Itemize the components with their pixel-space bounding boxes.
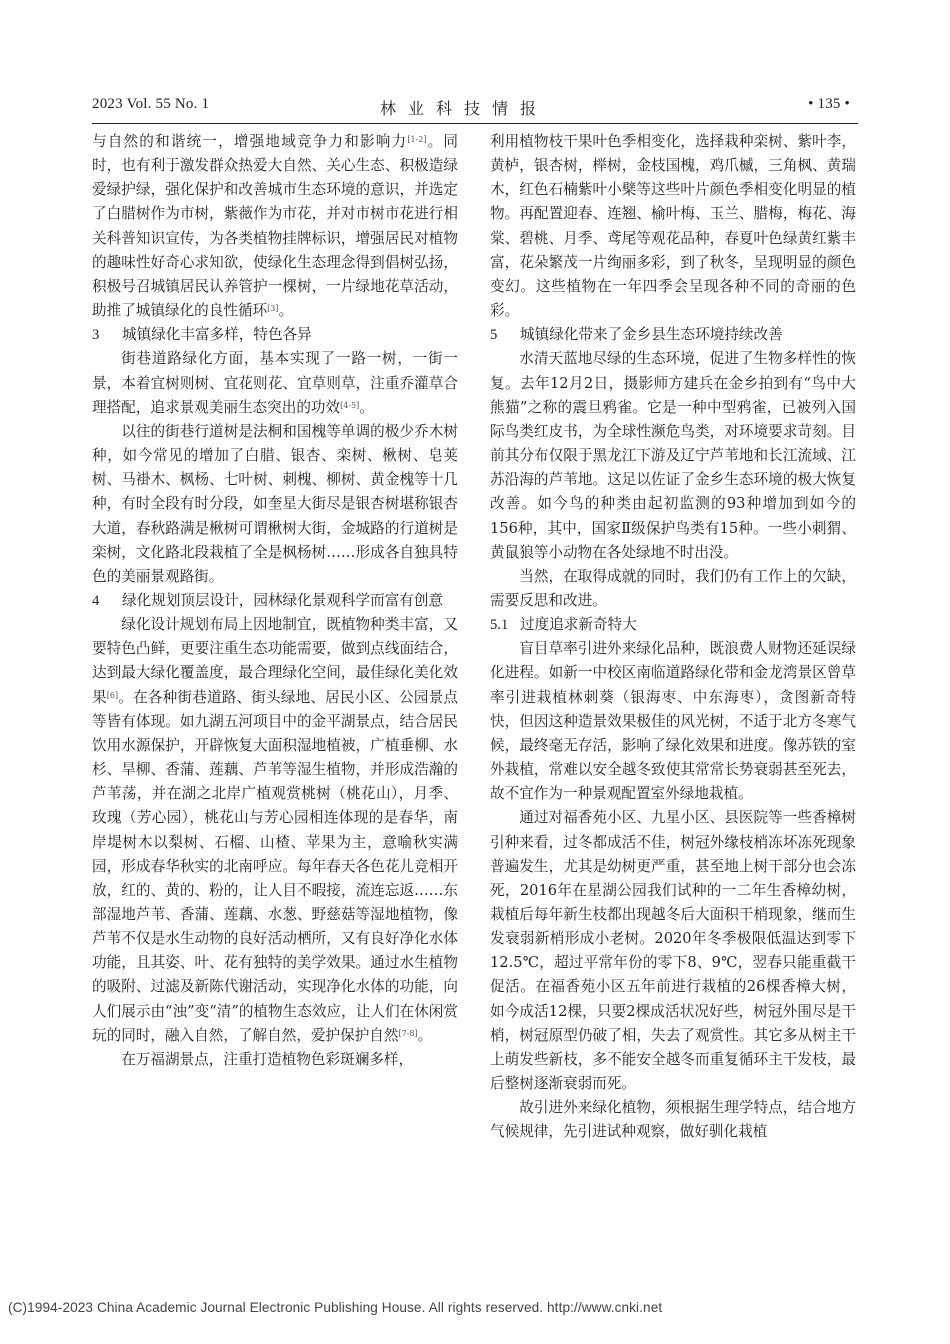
paragraph: 街巷道路绿化方面，基本实现了一路一树，一街一景，本着宜树则树、宜花则花、宜草则草，注重乔灌草合理搭配，追求景观美丽生态突出的功效[4-5]。 — [92, 350, 458, 416]
citation[interactable]: [1-2] — [407, 135, 427, 144]
header-journal-title: 林业科技情报 — [380, 99, 549, 118]
header-rule — [92, 123, 858, 124]
paragraph: 以往的街巷行道树是法桐和国槐等单调的极少乔木树种，如今常见的增加了白腊、银杏、栾树、楸树、皂荚树、马褂木、枫杨、七叶树、刺槐、柳树、黄金槐等十几种，有时全段有时分段，如奎星大街尽是银杏树堪称银杏大道，春秋路满是楸树可谓楸树大街，金城路的行道树是栾树，文化路北段栽植了全是枫杨树……形成各自独具特色的美丽景观路街。 — [92, 422, 458, 585]
paragraph: 故引进外来绿化植物，须根据生理学特点，结合地方气候规律，先引进试种观察，做好驯化栽植 — [490, 1099, 856, 1141]
section-heading-4: 4 绿化规划顶层设计，园林绿化景观科学而富有创意 — [92, 591, 444, 609]
paragraph: 通过对福香苑小区、九星小区、县医院等一些香樟树引种来看，过冬都成活不佳，树冠外缘枝梢冻坏冻死现象普遍发生，尤其是幼树更严重，甚至地上树干部分也会冻死，2016年在星湖公园我们试种的一二年生香樟幼树，栽植后每年新生枝都出现越冬后大面积干梢现象，继而生发衰弱新梢形成小老树。2020年冬季极限低温达到零下12.5℃，超过平常年份的零下8、9℃，翌春只能重截干促活。在福香苑小区五年前进行栽植的26棵香樟大树，如今成活12棵，只要2棵成活状况好些，树冠外围尽是干梢，树冠原型仍破了相，失去了观赏性。其它多从树主干上萌发些新枝，多不能安全越冬而重复循环主干发枝，最后整树逐渐衰弱而死。 — [490, 809, 856, 1093]
section-heading-5-1: 5.1 过度追求新奇特大 — [490, 616, 637, 634]
paragraph: 水清天蓝地尽绿的生态环境，促进了生物多样性的恢复。去年12月2日，摄影师方建兵在金乡拍到有“鸟中大熊猫”之称的震旦鸦雀。它是一种中型鸦雀，已被列入国际鸟类红皮书，为全球性濒危鸟类，对环境要求苛刻。目前其分布仅限于黑龙江下游及辽宁芦苇地和长江流域、江苏沿海的芦苇地。这足以佐证了金乡生态环境的极大恢复改善。如今鸟的种类由起初监测的93种增加到如今的156种，其中，国家Ⅱ级保护鸟类有15种。一些小刺猬、黄鼠狼等小动物在各处绿地不时出没。 — [490, 350, 856, 561]
paragraph: 当然，在取得成就的同时，我们仍有工作上的欠缺，需要反思和改进。 — [490, 567, 856, 609]
paragraph: 与自然的和谐统一，增强地域竞争力和影响力[1-2]。同时，也有利于激发群众热爱大自然、关心生态、积极造绿爱绿护绿，强化保护和改善城市生态环境的意识，并选定了白腊树作为市树，紫薇作为市花，并对市树市花进行相关科普知识宣传，为各类植物挂牌标识，增强居民对植物的趣味性好奇心求知欲，使绿化生态理念得到倡树弘扬，积极号召城镇居民认养管护一棵树，一片绿地花草活动，助推了城镇绿化的良性循环[3]。 — [92, 133, 458, 320]
copyright-footer: (C)1994-2023 China Academic Journal Electronic Publishing House. All rights reserved. http://www.cnki.net — [8, 1300, 663, 1315]
right-column — [490, 130, 856, 1145]
header-page-number: • 135 • — [808, 96, 850, 112]
citation[interactable]: [6] — [106, 690, 119, 700]
paragraph: 在万福湖景点，注重打造植物色彩斑斓多样， — [121, 1050, 414, 1068]
citation[interactable]: [4-5] — [340, 400, 360, 410]
paragraph: 盲目草率引进外来绿化品种，既浪费人财物还延误绿化进程。如新一中校区南临道路绿化带和金龙湾景区曾草率引进栽植林刺葵（银海枣、中东海枣），贪图新奇特快，但因这种造景效果极佳的风光树，不适于北方冬寒气候，最终毫无存活，影响了绿化效果和进度。像苏铁的室外栽植，常难以安全越冬致使其常常长势衰弱甚至死去，故不宜作为一种景观配置室外绿地栽植。 — [490, 640, 856, 803]
header-volume: 2023 Vol. 55 No. 1 — [92, 96, 210, 112]
paragraph: 利用植物枝干果叶色季相变化，选择栽种栾树、紫叶李，黄栌，银杏树，榉树，金枝国槐，鸡爪槭，三角枫、黄瑞木，红色石楠紫叶小檗等这些叶片颜色季相变化明显的植物。再配置迎春、连翘、榆叶梅、玉兰、腊梅，梅花、海棠、碧桃、月季、鸢尾等观花品种，春夏叶色绿黄红紫丰富，花朵繁茂一片绚丽多彩，到了秋冬，呈现明显的颜色变幻。这些植物在一年四季会呈现各种不同的奇丽的色彩。 — [490, 133, 856, 320]
left-column — [92, 130, 458, 1072]
citation[interactable]: [7-8] — [398, 1028, 418, 1038]
section-heading-3: 3 城镇绿化丰富多样，特色各异 — [92, 326, 312, 344]
citation[interactable]: [3] — [267, 304, 279, 314]
section-heading-5: 5 城镇绿化带来了金乡县生态环境持续改善 — [490, 326, 783, 344]
paragraph: 绿化设计规划布局上因地制宜，既植物种类丰富，又要特色凸鲜，更要注重生态功能需要，做到点线面结合，达到最大绿化覆盖度，最合理绿化空间，最佳绿化美化效果[6]。在各种街巷道路、街头绿地、居民小区、公园景点等皆有体现。如九湖五河项目中的金平湖景点，结合居民饮用水源保护，开辟恢复大面积湿地植被，广植垂柳、水杉、旱柳、香蒲、莲藕、芦苇等湿生植物，并形成浩瀚的芦苇荡，并在湖之北岸广植观赏桃树（桃花山），月季、玫瑰（芳心园），桃花山与芳心园相连体现的是春华，南岸堤树木以梨树、石榴、山楂、苹果为主，意喻秋实满园，形成春华秋实的北南呼应。每年春天各色花儿竞相开放，红的、黄的、粉的，让人目不暇接，流连忘返……东部湿地芦苇、香蒲、莲藕、水葱、野慈菇等湿地植物，像芦苇不仅是水生动物的良好活动栖所，又有良好净化水体功能，且其姿、叶、花有独特的美学效果。通过水生植物的吸附、过滤及新陈代谢活动，实现净化水体的功能，向人们展示由“浊”变“清”的植物生态效应，让人们在休闲赏玩的同时，融入自然，了解自然，爱护保护自然[7-8]。 — [92, 616, 458, 1044]
